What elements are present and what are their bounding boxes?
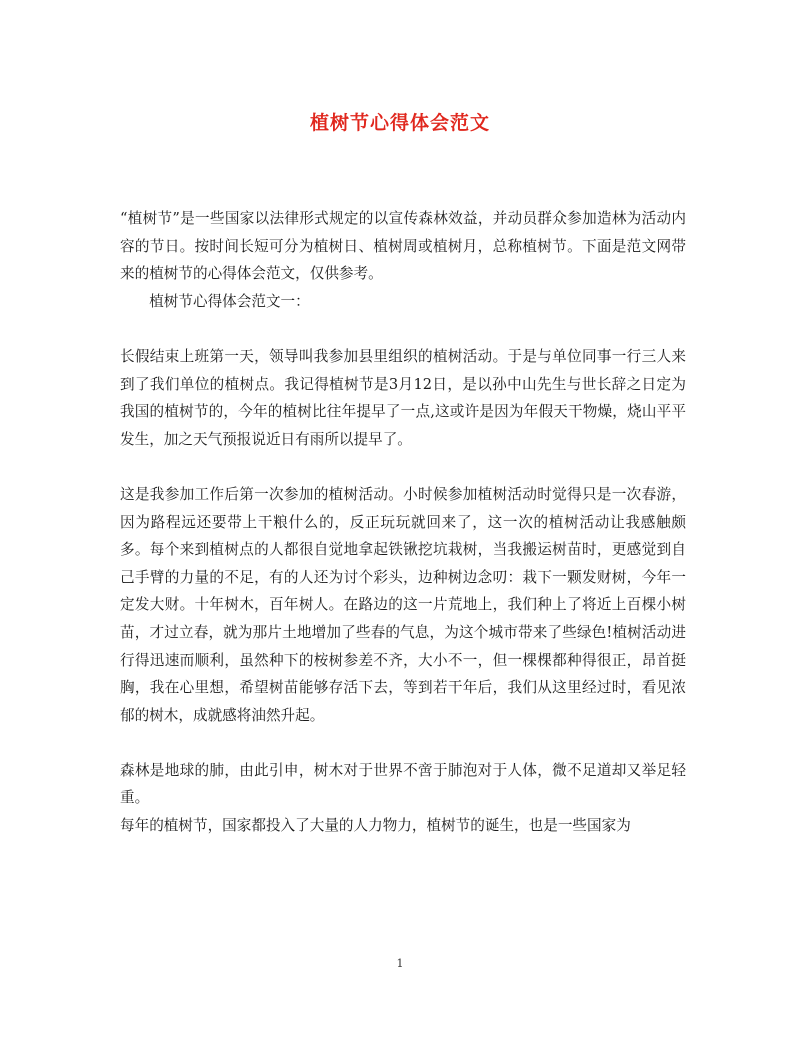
intro-paragraph: “植树节”是一些国家以法律形式规定的以宣传森林效益，并动员群众参加造林为活动内容的节日。按时间长短可分为植树日、植树周或植树月，总称植树节。下面是范文网带来的植树节的心得体会范文，仅供参考。 [120,210,686,283]
document-title: 植树节心得体会范文 [309,112,490,134]
subheading: 植树节心得体会范文一： [149,292,310,310]
page-number: 1 [396,957,404,970]
body-paragraph-1: 长假结束上班第一天，领导叫我参加县里组织的植树活动。于是与单位同事一行三人来到了我们单位的植树点。我记得植树节是3月12日，是以孙中山先生与世长辞之日定为我国的植树节的，今年的植树比往年提早了一点,这或许是因为年假天干物燥，烧山平平发生，加之天气预报说近日有雨所以提早了。 [120,347,686,448]
body-paragraph-2: 这是我参加工作后第一次参加的植树活动。小时候参加植树活动时觉得只是一次春游，因为路程远还要带上干粮什么的，反正玩玩就回来了，这一次的植树活动让我感触颇多。每个来到植树点的人都很自觉地拿起铁锹挖坑栽树，当我搬运树苗时，更感觉到自己手臂的力量的不足，有的人还为讨个彩头，边种树边念叨：栽下一颗发财树，今年一定发大财。十年树木，百年树人。在路边的这一片荒地上，我们种上了将近上百棵小树苗，才过立春，就为那片土地增加了些春的气息，为这个城市带来了些绿色!植树活动进行得迅速而顺利，虽然种下的桉树参差不齐，大小不一，但一棵棵都种得很正，昂首挺胸，我在心里想，希望树苗能够存活下去，等到若干年后，我们从这里经过时，看见浓郁的树木，成就感将油然升起。 [120,485,686,724]
body-paragraph-4: 每年的植树节，国家都投入了大量的人力物力，植树节的诞生，也是一些国家为 [120,817,631,835]
document-body [120,205,686,840]
body-paragraph-3: 森林是地球的肺，由此引申，树木对于世界不啻于肺泡对于人体，微不足道却又举足轻重。 [120,761,686,807]
